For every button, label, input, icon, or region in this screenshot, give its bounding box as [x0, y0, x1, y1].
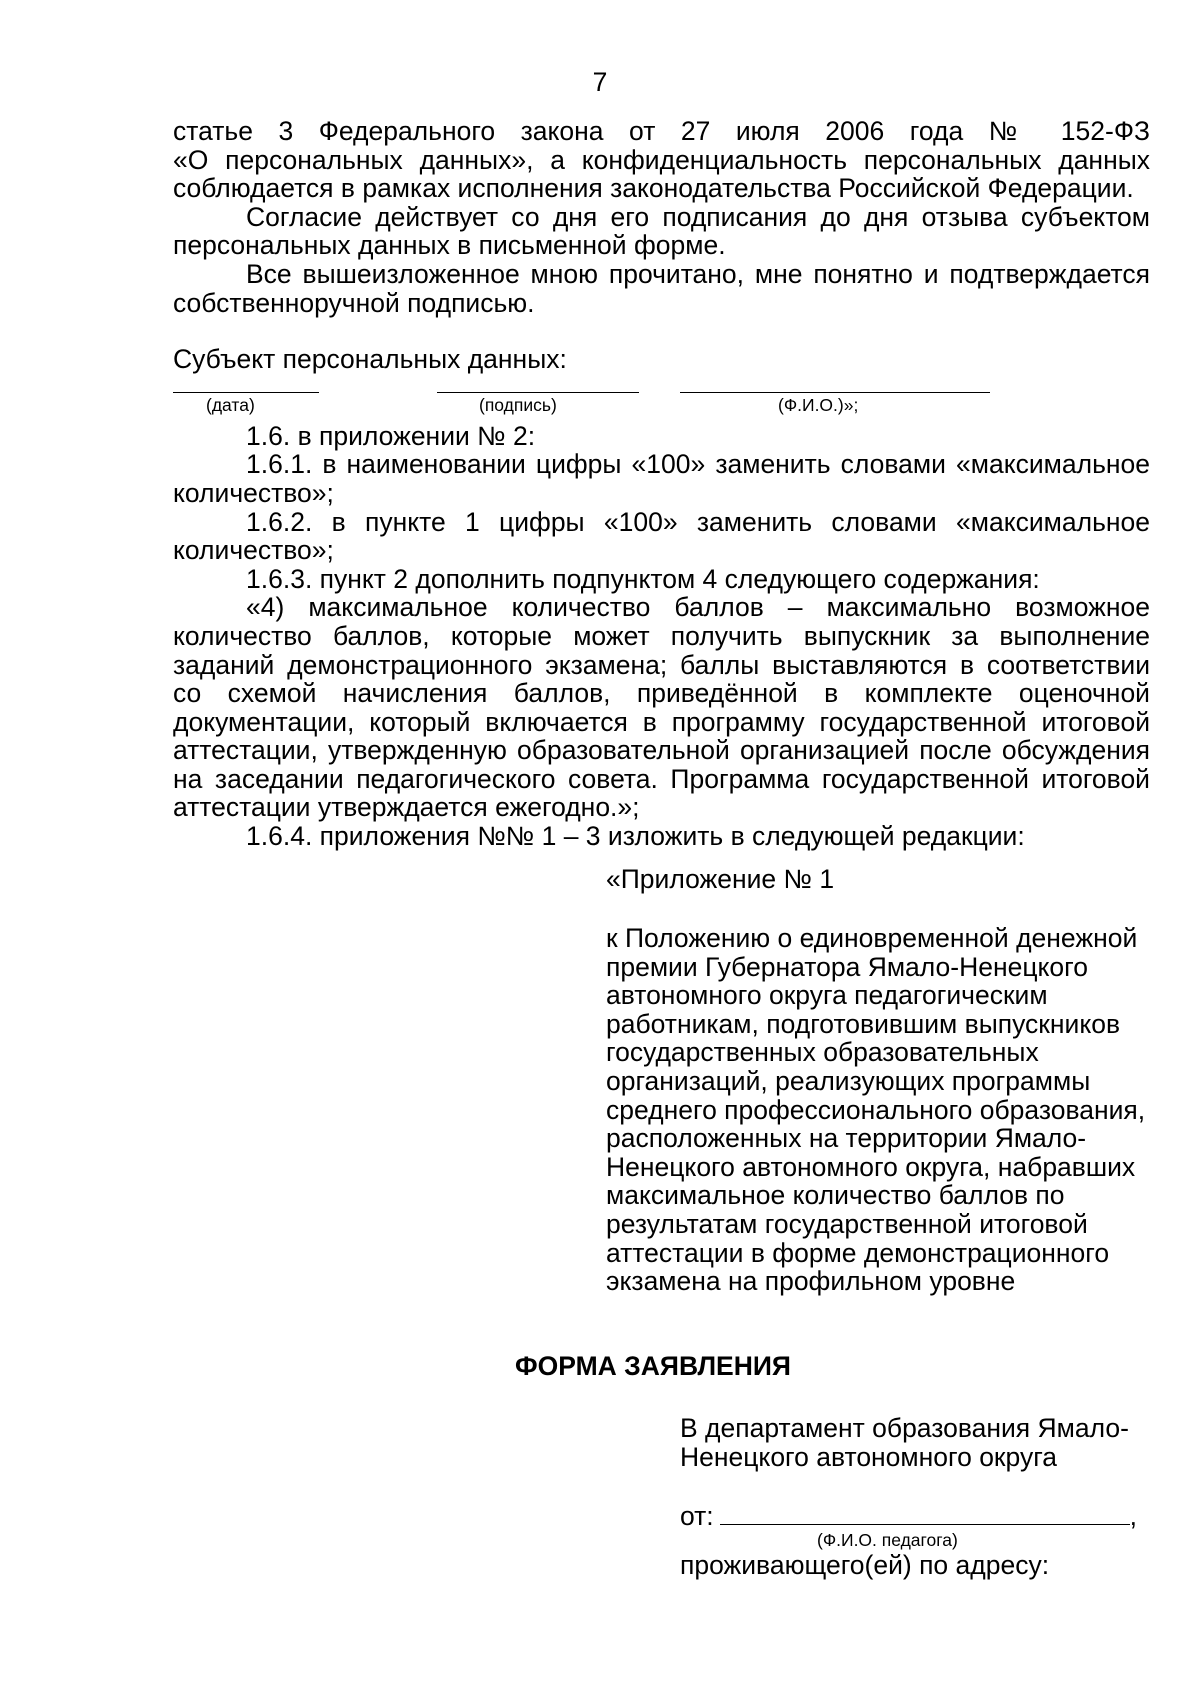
from-label: от:: [680, 1501, 714, 1531]
date-caption: (дата): [206, 394, 255, 415]
appendix-line: автономного округа педагогическим: [606, 980, 1048, 1011]
residing-label: проживающего(ей) по адресу:: [680, 1550, 1050, 1580]
appendix-line: результатам государственной итоговой: [606, 1208, 1088, 1239]
document-body: [173, 117, 1150, 851]
paragraph-law-reference-line3: соблюдается в рамках исполнения законодательства Российской Федерации.: [173, 173, 1134, 204]
paragraph-consent-validity: Согласие действует со дня его подписания до дня отзыва субъектом персональных данных в письменной форме.: [173, 201, 1150, 261]
subject-label: Субъект персональных данных:: [173, 344, 567, 375]
appendix-line: работникам, подготовившим выпускников: [606, 1008, 1121, 1039]
appendix-line: премии Губернатора Ямало-Ненецкого: [606, 951, 1088, 982]
appendix-line: максимальное количество баллов по: [606, 1180, 1065, 1211]
appendix-description: [606, 924, 1166, 1296]
item-1-6-4: 1.6.4. приложения №№ 1 – 3 изложить в следующей редакции:: [246, 821, 1025, 852]
from-name-line: [720, 1502, 1130, 1525]
paragraph-acknowledgement: Все вышеизложенное мною прочитано, мне понятно и подтверждается собственноручной подписью.: [173, 258, 1150, 318]
item-1-6-3: 1.6.3. пункт 2 дополнить подпунктом 4 следующего содержания:: [246, 563, 1040, 594]
item-1-6-1: 1.6.1. в наименовании цифры «100» заменить словами «максимальное количество»;: [173, 449, 1150, 508]
fio-caption: (Ф.И.О.)»;: [778, 394, 859, 415]
addressee-line: Ненецкого автономного округа: [680, 1441, 1058, 1472]
from-field: [680, 1502, 1150, 1531]
appendix-line: к Положению о единовременной денежной: [606, 923, 1138, 953]
appendix-line: расположенных на территории Ямало-: [606, 1123, 1087, 1154]
form-title: ФОРМА ЗАЯВЛЕНИЯ: [515, 1351, 791, 1381]
spacer: [173, 317, 1150, 345]
appendix-line: среднего профессионального образования,: [606, 1094, 1146, 1125]
date-line: [173, 392, 319, 393]
signature-caption: (подпись): [479, 394, 557, 415]
item-1-6-2: 1.6.2. в пункте 1 цифры «100» заменить словами «максимальное количество»;: [173, 506, 1150, 566]
from-comma: ,: [1129, 1501, 1138, 1531]
addressee-line: В департамент образования Ямало-: [680, 1413, 1129, 1443]
paragraph-law-reference-line2: «О персональных данных», а конфиденциальность персональных данных: [173, 144, 1150, 175]
signature-block: [173, 374, 1150, 422]
appendix-title: «Приложение № 1: [606, 864, 835, 894]
addressee-block: [680, 1414, 1150, 1471]
page-number: 7: [592, 67, 608, 97]
paragraph-law-reference-line1: статье 3 Федерального закона от 27 июля 2006 года № 152-ФЗ: [173, 116, 1150, 146]
quoted-subitem-4: «4) максимальное количество баллов – максимально возможное количество баллов, которые может получить выпускник за выполнение заданий демонстрационного экзамена; баллы выставляются в соответствии со схемой начисления баллов, приведённой в комплекте оценочной документации, который включается в программу государственной итоговой аттестации, утвержденную образовательной организацией после обсуждения на заседании педагогического совета. Программа государственной итоговой аттестации утверждается ежегодно.»;: [173, 592, 1150, 823]
appendix-line: экзамена на профильном уровне: [606, 1266, 1016, 1297]
appendix-line: аттестации в форме демонстрационного: [606, 1237, 1110, 1268]
appendix-line: государственных образовательных: [606, 1037, 1039, 1068]
appendix-line: Ненецкого автономного округа, набравших: [606, 1151, 1136, 1182]
signature-line: [437, 392, 639, 393]
teacher-fio-caption: (Ф.И.О. педагога): [817, 1530, 958, 1550]
item-1-6: 1.6. в приложении № 2:: [246, 420, 536, 451]
appendix-line: организаций, реализующих программы: [606, 1065, 1091, 1096]
fio-line: [680, 392, 990, 393]
